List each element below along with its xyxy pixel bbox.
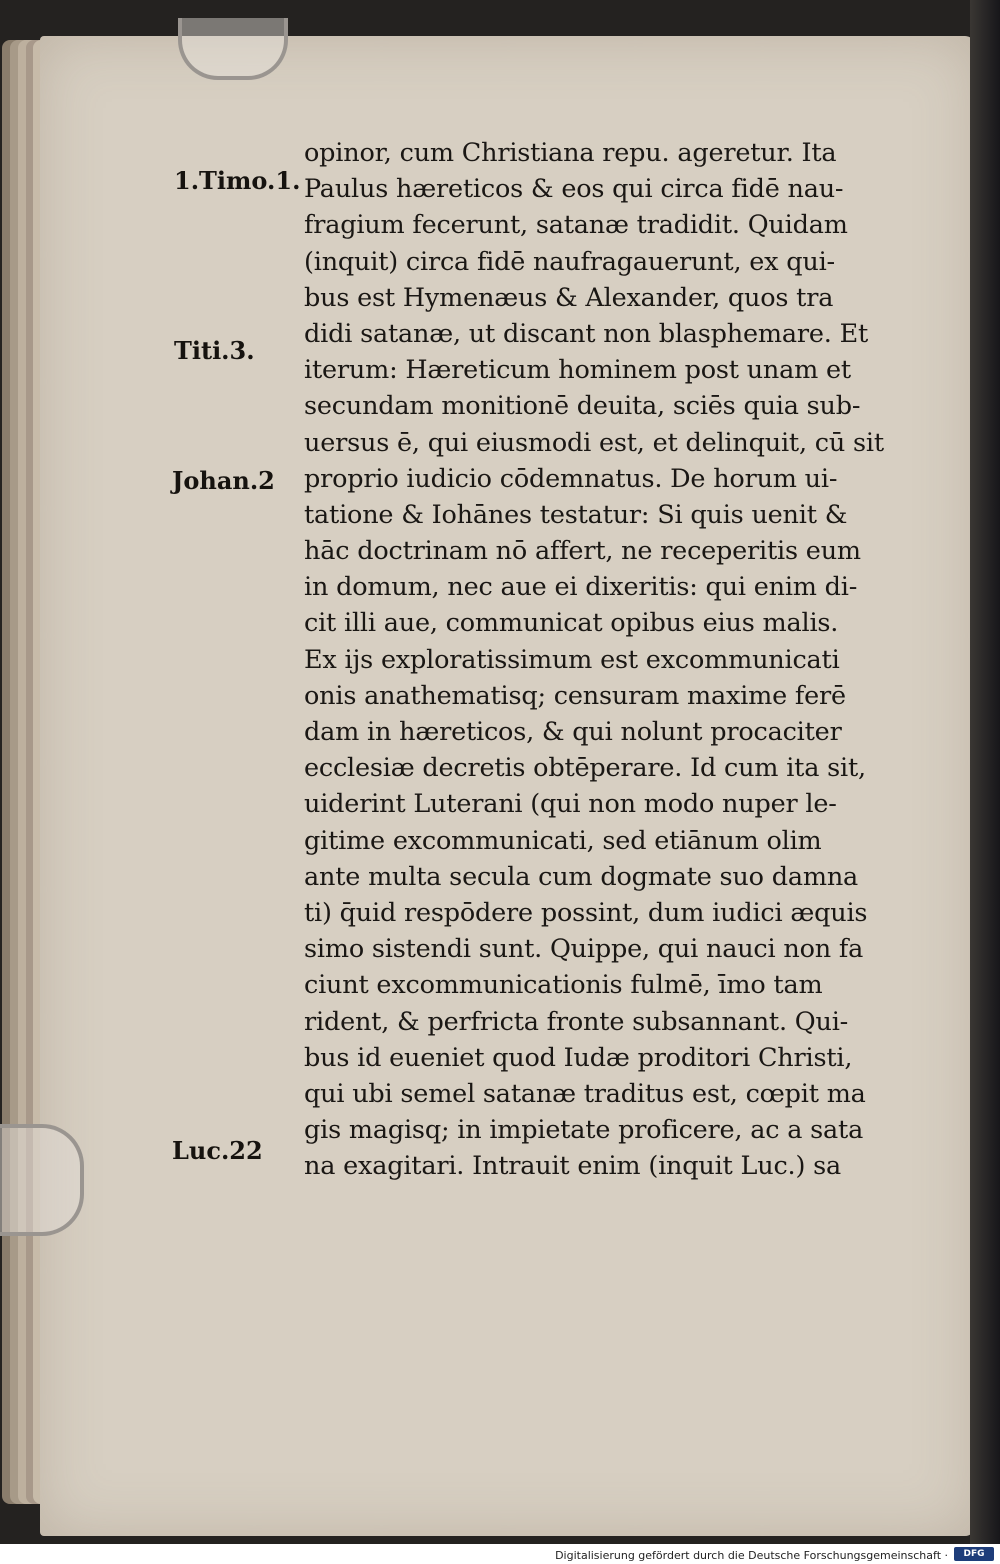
text-line: dam in hæreticos, & qui nolunt procaciter — [304, 717, 842, 747]
text-line: ciunt excommunicationis fulmē, īmo tam — [304, 970, 823, 1001]
book-binding — [970, 0, 1000, 1564]
text-line: gitime excommunicati, sed etiānum olim — [304, 825, 822, 856]
footer-bar — [0, 1544, 1000, 1564]
text-line: fragium fecerunt, satanæ tradidit. Quidam — [304, 210, 848, 241]
marginal-note-timothy: 1.Timo.1. — [174, 166, 301, 195]
text-line: (inquit) circa fidē naufragauerunt, ex qui- — [304, 246, 835, 277]
text-line: proprio iudicio cōdemnatus. De horum ui- — [304, 463, 838, 494]
text-line: ante multa secula cum dogmate suo damna — [304, 861, 859, 892]
page-clip-left — [0, 1124, 84, 1236]
text-line: iterum: Hæreticum hominem post unam et — [304, 355, 851, 386]
text-line: in domum, nec aue ei dixeritis: qui enim di- — [304, 572, 858, 603]
marginal-note-luke: Luc.22 — [172, 1136, 263, 1165]
text-line: na exagitari. Intrauit enim (inquit Luc.) sa — [304, 1151, 841, 1182]
dfg-logo: DFG — [954, 1547, 994, 1561]
text-line: gis magisq; in impietate proficere, ac a sata — [304, 1115, 864, 1146]
text-line: didi satanæ, ut discant non blasphemare. Et — [304, 318, 869, 349]
text-line: uiderint Luterani (qui non modo nuper le- — [304, 789, 837, 820]
text-line: bus est Hymenæus & Alexander, quos tra — [304, 282, 834, 313]
page-clip-top — [178, 18, 288, 80]
marginal-note-titus: Titi.3. — [174, 336, 255, 365]
text-line: secundam monitionē deuita, sciēs quia sub- — [304, 391, 861, 422]
text-line: tatione & Iohānes testatur: Si quis uenit & — [304, 499, 848, 530]
text-line: Paulus hæreticos & eos qui circa fidē nau- — [304, 174, 844, 205]
text-line: bus id eueniet quod Iudæ proditori Christi, — [304, 1042, 853, 1073]
text-line: Ex ijs exploratissimum est excommunicati — [304, 644, 840, 675]
body-text — [304, 135, 944, 1184]
text-line: ti) q̄uid respōdere possint, dum iudici æquis — [304, 897, 868, 928]
text-line: cit illi aue, communicat opibus eius malis. — [304, 608, 839, 639]
text-line: simo sistendi sunt. Quippe, qui nauci non fa — [304, 934, 864, 965]
marginal-note-john: Johan.2 — [172, 466, 275, 495]
text-line: qui ubi semel satanæ traditus est, cœpit ma — [304, 1078, 866, 1109]
text-line: ecclesiæ decretis obtēperare. Id cum ita sit, — [304, 753, 866, 784]
text-line: uersus ē, qui eiusmodi est, et delinquit, cū sit — [304, 427, 884, 458]
text-line: opinor, cum Christiana repu. ageretur. Ita — [304, 138, 837, 168]
text-line: onis anathematisq; censuram maxime ferē — [304, 680, 846, 711]
text-line: rident, & perfricta fronte subsannant. Qui- — [304, 1006, 849, 1037]
funding-credit: Digitalisierung gefördert durch die Deutsche Forschungsgemeinschaft · — [555, 1549, 948, 1562]
text-line: hāc doctrinam nō affert, ne receperitis eum — [304, 536, 861, 567]
